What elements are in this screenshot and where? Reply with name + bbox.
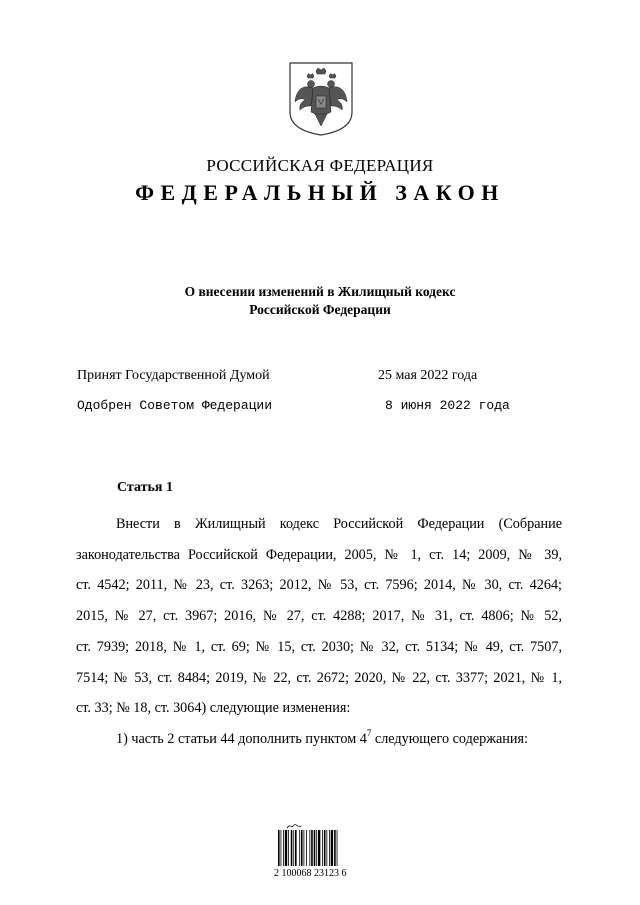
council-approval-date: 8 июня 2022 года	[385, 398, 510, 413]
country-name: РОССИЙСКАЯ ФЕДЕРАЦИЯ	[206, 156, 434, 175]
law-title	[0, 283, 640, 319]
barcode-bar	[331, 830, 333, 866]
document-barcode	[274, 822, 364, 882]
barcode-bar	[293, 830, 294, 866]
coat-of-arms-emblem	[289, 62, 353, 136]
amendment-item-1-tail: следующего содержания:	[371, 730, 528, 747]
barcode-number: 2 100068 23123 6	[274, 868, 347, 879]
barcode-bar	[334, 830, 336, 866]
duma-adoption-date: 25 мая 2022 года	[378, 368, 478, 383]
barcode-bar	[283, 830, 284, 866]
article-body	[76, 509, 562, 755]
article-body-line: законодательства Российской Федерации, 2005, № 1, ст. 14; 2009, № 39,	[76, 546, 562, 563]
article-body-line: 7514; № 53, ст. 8484; 2019, № 22, ст. 2672; 2020, № 22, ст. 3377; 2021, № 1,	[76, 669, 562, 686]
barcode-bar	[285, 830, 287, 866]
double-headed-eagle-icon	[289, 62, 353, 136]
amendment-item-1-text: 1) часть 2 статьи 44 дополнить пунктом 4	[116, 730, 367, 747]
barcode-bar	[329, 830, 330, 866]
article-heading: Статья 1	[117, 480, 173, 495]
barcode-bar	[316, 830, 317, 866]
barcode-bar	[299, 830, 300, 866]
barcode-bar	[314, 830, 316, 866]
law-title-line-2: Российской Федерации	[249, 302, 391, 317]
signature-mark-icon	[286, 822, 302, 830]
barcode-bar	[281, 830, 282, 866]
barcode-bars	[278, 830, 360, 866]
barcode-bar	[337, 830, 338, 866]
barcode-bar	[295, 830, 297, 866]
barcode-bar	[322, 830, 323, 866]
article-body-line: ст. 4542; 2011, № 23, ст. 3263; 2012, № 53, ст. 7596; 2014, № 30, ст. 4264;	[76, 577, 562, 594]
council-approval-label: Одобрен Советом Федерации	[77, 398, 273, 413]
barcode-bar	[301, 830, 303, 866]
barcode-bar	[304, 830, 305, 866]
article-body-line: Внести в Жилищный кодекс Российской Федерации (Собрание	[116, 516, 562, 532]
article-body-line: ст. 7939; 2018, № 1, ст. 69; № 15, ст. 2030; № 32, ст. 5134; № 49, ст. 7507,	[76, 638, 562, 655]
duma-adoption-label: Принят Государственной Думой	[77, 368, 270, 383]
barcode-bar	[288, 830, 289, 866]
article-body-line: 2015, № 27, ст. 3967; 2016, № 27, ст. 4288; 2017, № 31, ст. 4806; № 52,	[76, 608, 562, 625]
barcode-bar	[306, 830, 307, 866]
article-body-line: ст. 33; № 18, ст. 3064) следующие изменения:	[76, 700, 351, 717]
law-type-heading: ФЕДЕРАЛЬНЫЙ ЗАКОН	[135, 180, 505, 205]
amendment-item-1	[76, 724, 562, 755]
barcode-bar	[311, 830, 313, 866]
barcode-bar	[326, 830, 327, 866]
barcode-bar	[278, 830, 280, 866]
amendment-item-1-superscript: 7	[366, 727, 372, 738]
law-title-line-1: О внесении изменений в Жилищный кодекс	[184, 284, 456, 299]
barcode-bar	[318, 830, 320, 866]
barcode-bar	[309, 830, 310, 866]
barcode-bar	[291, 830, 293, 866]
barcode-bar	[324, 830, 326, 866]
